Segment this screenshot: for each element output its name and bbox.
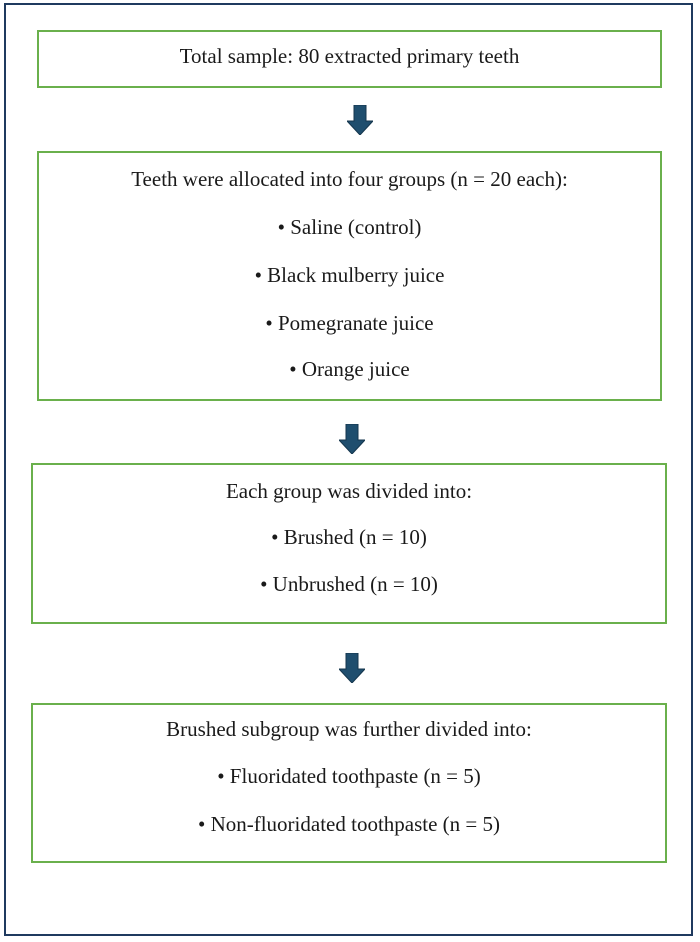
group-item-black-mulberry: • Black mulberry juice [254,263,445,287]
brushing-division-box [31,463,667,624]
down-arrow-icon [347,105,373,135]
fluoridated-item: • Fluoridated toothpaste (n = 5) [217,764,481,788]
down-arrow-icon [339,424,365,454]
group-item-orange: • Orange juice [289,357,410,381]
group-item-saline: • Saline (control) [277,215,422,239]
unbrushed-item: • Unbrushed (n = 10) [260,572,438,596]
total-sample-box [37,30,662,88]
total-sample-text: Total sample: 80 extracted primary teeth [179,44,520,68]
group-allocation-heading: Teeth were allocated into four groups (n = 20 each): [131,167,568,191]
non-fluoridated-item: • Non-fluoridated toothpaste (n = 5) [197,812,501,836]
brushing-division-heading: Each group was divided into: [225,479,473,503]
down-arrow-icon [339,653,365,683]
group-item-pomegranate: • Pomegranate juice [265,311,434,335]
brushed-item: • Brushed (n = 10) [271,525,427,549]
toothpaste-division-box [31,703,667,863]
toothpaste-division-heading: Brushed subgroup was further divided into: [166,717,532,741]
group-allocation-box [37,151,662,401]
